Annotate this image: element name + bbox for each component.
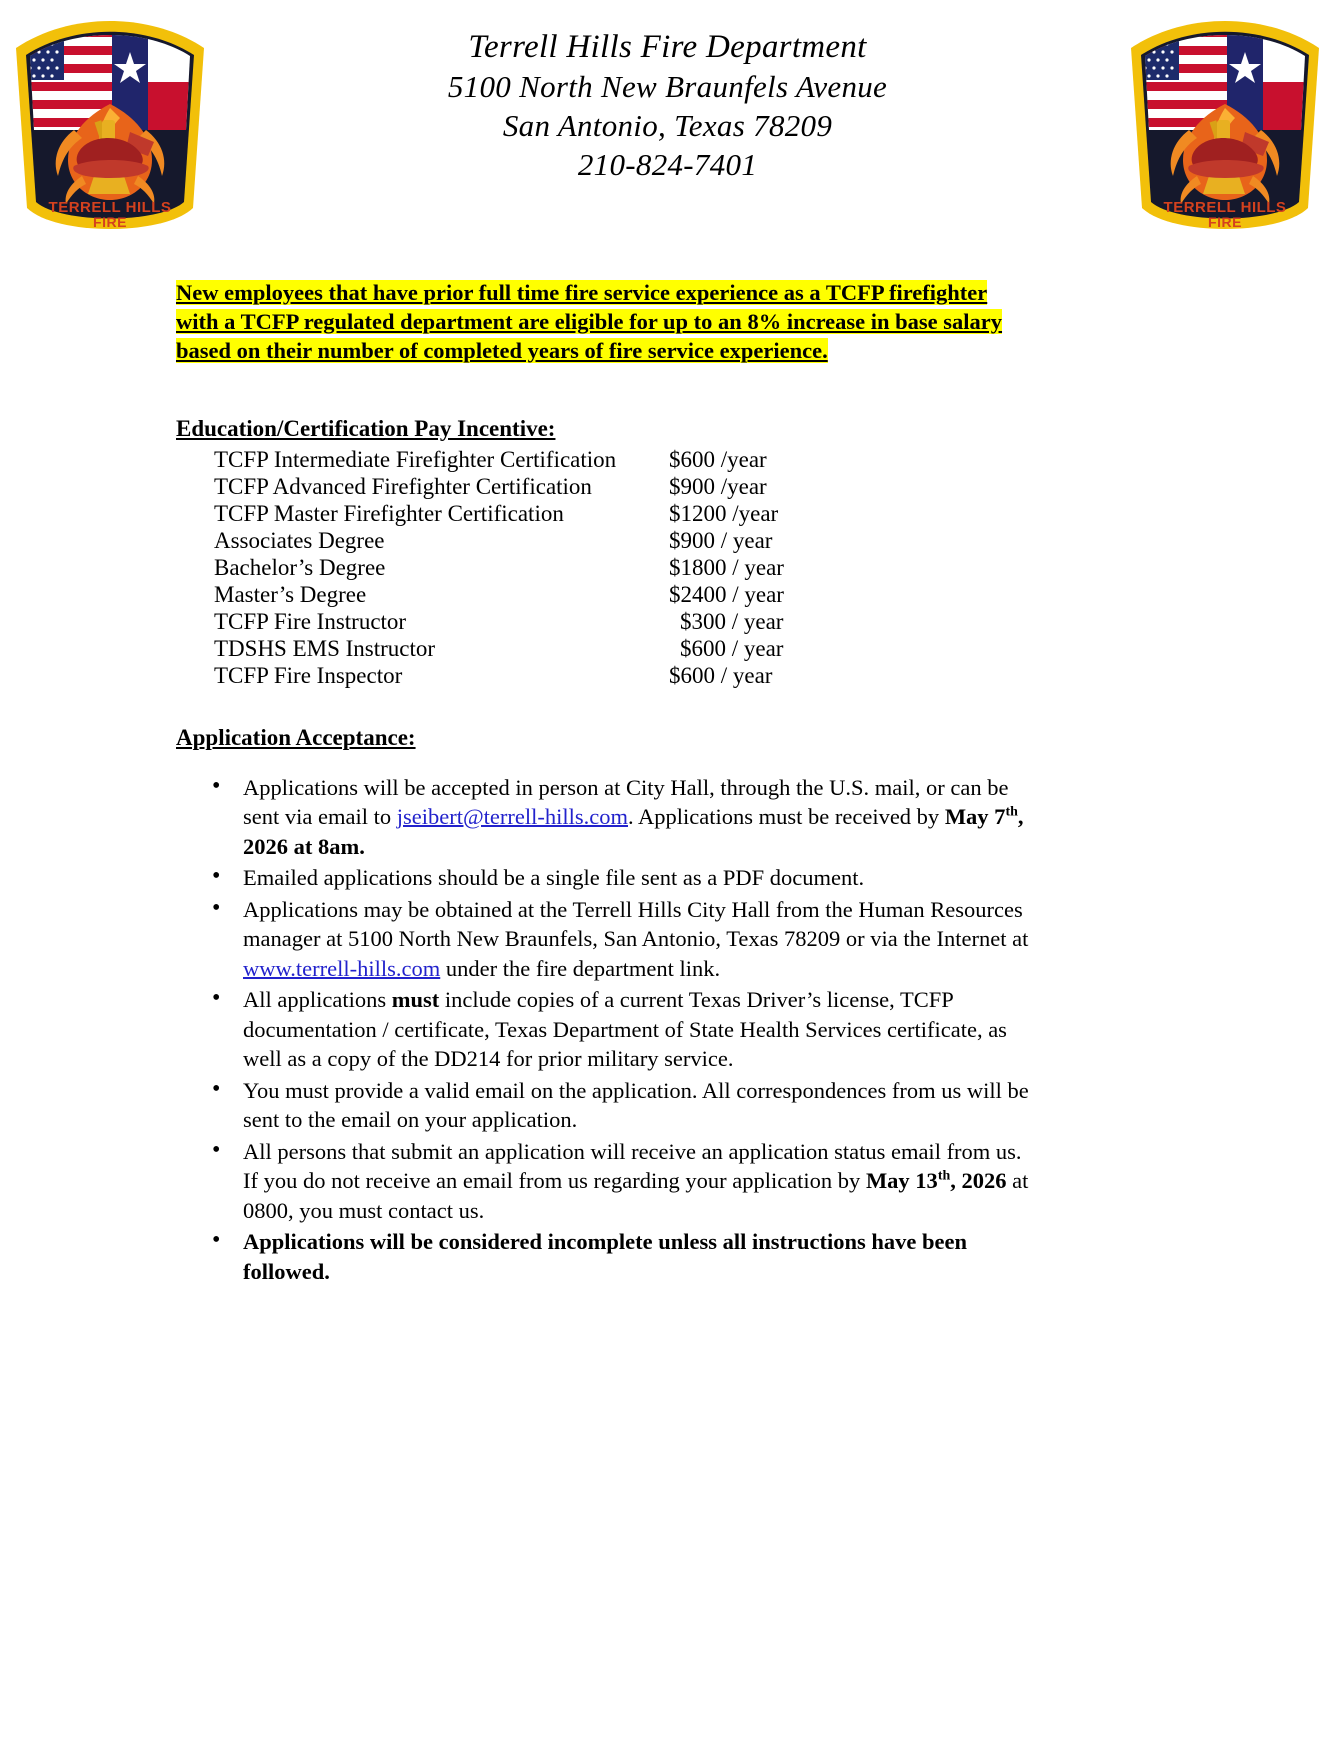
application-acceptance-heading: Application Acceptance: xyxy=(176,724,416,750)
letterhead-heading xyxy=(250,28,1085,184)
deadline-rest: , 2026 at 8am. xyxy=(243,804,1024,859)
bullet1-part2: . Applications must be received by xyxy=(628,804,945,829)
fire-department-patch-right xyxy=(1127,8,1323,240)
pay-item-amount: $600 /year xyxy=(669,446,767,472)
table-row xyxy=(176,635,784,662)
pay-item-label: Associates Degree xyxy=(214,527,385,553)
table-row xyxy=(176,527,784,554)
experience-credit-notice-text: New employees that have prior full time fire service experience as a TCFP firefighter with a TCFP regulated department are eligible for up to an 8% increase in base salary based on their number of completed years of fire service experience. xyxy=(176,280,1003,363)
pay-item-amount: $900 / year xyxy=(669,527,773,553)
status-email-date xyxy=(866,1168,1007,1193)
list-item xyxy=(176,1076,1031,1135)
email-link[interactable]: jseibert@terrell-hills.com xyxy=(396,804,628,829)
bullet2-text: Emailed applications should be a single file sent as a PDF document. xyxy=(243,865,865,890)
pay-item-amount: $300 / year xyxy=(680,608,784,634)
svg-text:FIRE: FIRE xyxy=(93,214,127,230)
street-address: 5100 North New Braunfels Avenue xyxy=(447,69,888,104)
document-header xyxy=(0,0,1335,248)
website-link[interactable]: www.terrell-hills.com xyxy=(243,955,441,981)
pay-item-label: TCFP Fire Inspector xyxy=(214,662,403,688)
bullet3-part2: under the fire department link. xyxy=(440,955,721,981)
list-item xyxy=(176,895,1031,984)
document-body xyxy=(0,248,1335,1288)
svg-text:FIRE: FIRE xyxy=(1208,214,1242,230)
status-email-month-day: May 13 xyxy=(865,1168,938,1193)
status-email-ordinal: th xyxy=(937,1168,951,1184)
bullet5-text: You must provide a valid email on the application. All correspondences from us will be sent to the email on your application. xyxy=(243,1077,1029,1132)
pay-item-label: TCFP Fire Instructor xyxy=(214,608,407,634)
bullet1-part1: Applications will be accepted in person at City Hall, through the U.S. mail, or can be sent via email to xyxy=(243,774,1009,829)
list-item xyxy=(176,863,1031,893)
pay-incentive-section xyxy=(176,388,1031,689)
experience-credit-notice xyxy=(176,278,1031,365)
list-item xyxy=(176,1137,1031,1226)
phone-number: 210-824-7401 xyxy=(577,147,758,182)
deadline-month-day: May 7 xyxy=(944,804,1006,829)
pay-item-amount: $600 / year xyxy=(669,662,773,688)
bullet6-part2: at 0800, you must contact us. xyxy=(243,1168,1029,1223)
list-item xyxy=(176,773,1031,862)
application-instructions-list xyxy=(176,773,1031,1287)
list-item xyxy=(176,1227,1031,1286)
table-row xyxy=(176,554,784,581)
bullet4-part2: include copies of a current Texas Driver’s license, TCFP documentation / certificate, Texas Department of State Health Services certificate, as well as a copy of the DD214 for prior military service. xyxy=(243,987,1007,1071)
pay-item-label: TCFP Advanced Firefighter Certification xyxy=(214,473,592,499)
pay-item-amount: $2400 / year xyxy=(669,581,784,607)
pay-item-label: TDSHS EMS Instructor xyxy=(214,635,436,661)
svg-text:TERRELL HILLS: TERRELL HILLS xyxy=(48,199,172,216)
table-row xyxy=(176,581,784,608)
table-row xyxy=(176,662,784,689)
bullet6-part1: All persons that submit an application will receive an application status email from us. If you do not receive an email from us regarding your application by xyxy=(243,1138,1022,1193)
pay-item-label: Bachelor’s Degree xyxy=(214,554,386,580)
fire-department-patch-left xyxy=(12,8,208,240)
status-email-year: , 2026 xyxy=(950,1168,1007,1193)
bullet4-part1: All applications xyxy=(243,987,392,1012)
pay-item-amount: $1800 / year xyxy=(669,554,784,580)
table-row xyxy=(176,446,784,473)
table-row xyxy=(176,473,784,500)
application-acceptance-section xyxy=(176,689,1031,1287)
table-row xyxy=(176,500,784,527)
pay-item-amount: $600 / year xyxy=(680,635,784,661)
list-item xyxy=(176,985,1031,1074)
city-state-zip: San Antonio, Texas 78209 xyxy=(502,108,833,143)
department-name: Terrell Hills Fire Department xyxy=(468,29,867,65)
table-row xyxy=(176,608,784,635)
pay-item-label: TCFP Intermediate Firefighter Certification xyxy=(214,446,617,472)
pay-item-label: Master’s Degree xyxy=(214,581,367,607)
bullet7-text: Applications will be considered incomplete unless all instructions have been followed. xyxy=(243,1229,968,1284)
pay-item-amount: $1200 /year xyxy=(669,500,779,526)
pay-incentive-heading: Education/Certification Pay Incentive: xyxy=(176,415,556,441)
svg-text:TERRELL HILLS: TERRELL HILLS xyxy=(1163,199,1287,216)
bullet3-part1: Applications may be obtained at the Terrell Hills City Hall from the Human Resources manager at 5100 North New Braunfels, San Antonio, Texas 78209 or via the Internet at xyxy=(243,896,1029,951)
bullet4-emphasis: must xyxy=(391,987,440,1012)
pay-item-amount: $900 /year xyxy=(669,473,767,499)
pay-item-label: TCFP Master Firefighter Certification xyxy=(214,500,564,526)
deadline-ordinal: th xyxy=(1005,804,1018,820)
pay-incentive-table xyxy=(176,446,784,689)
